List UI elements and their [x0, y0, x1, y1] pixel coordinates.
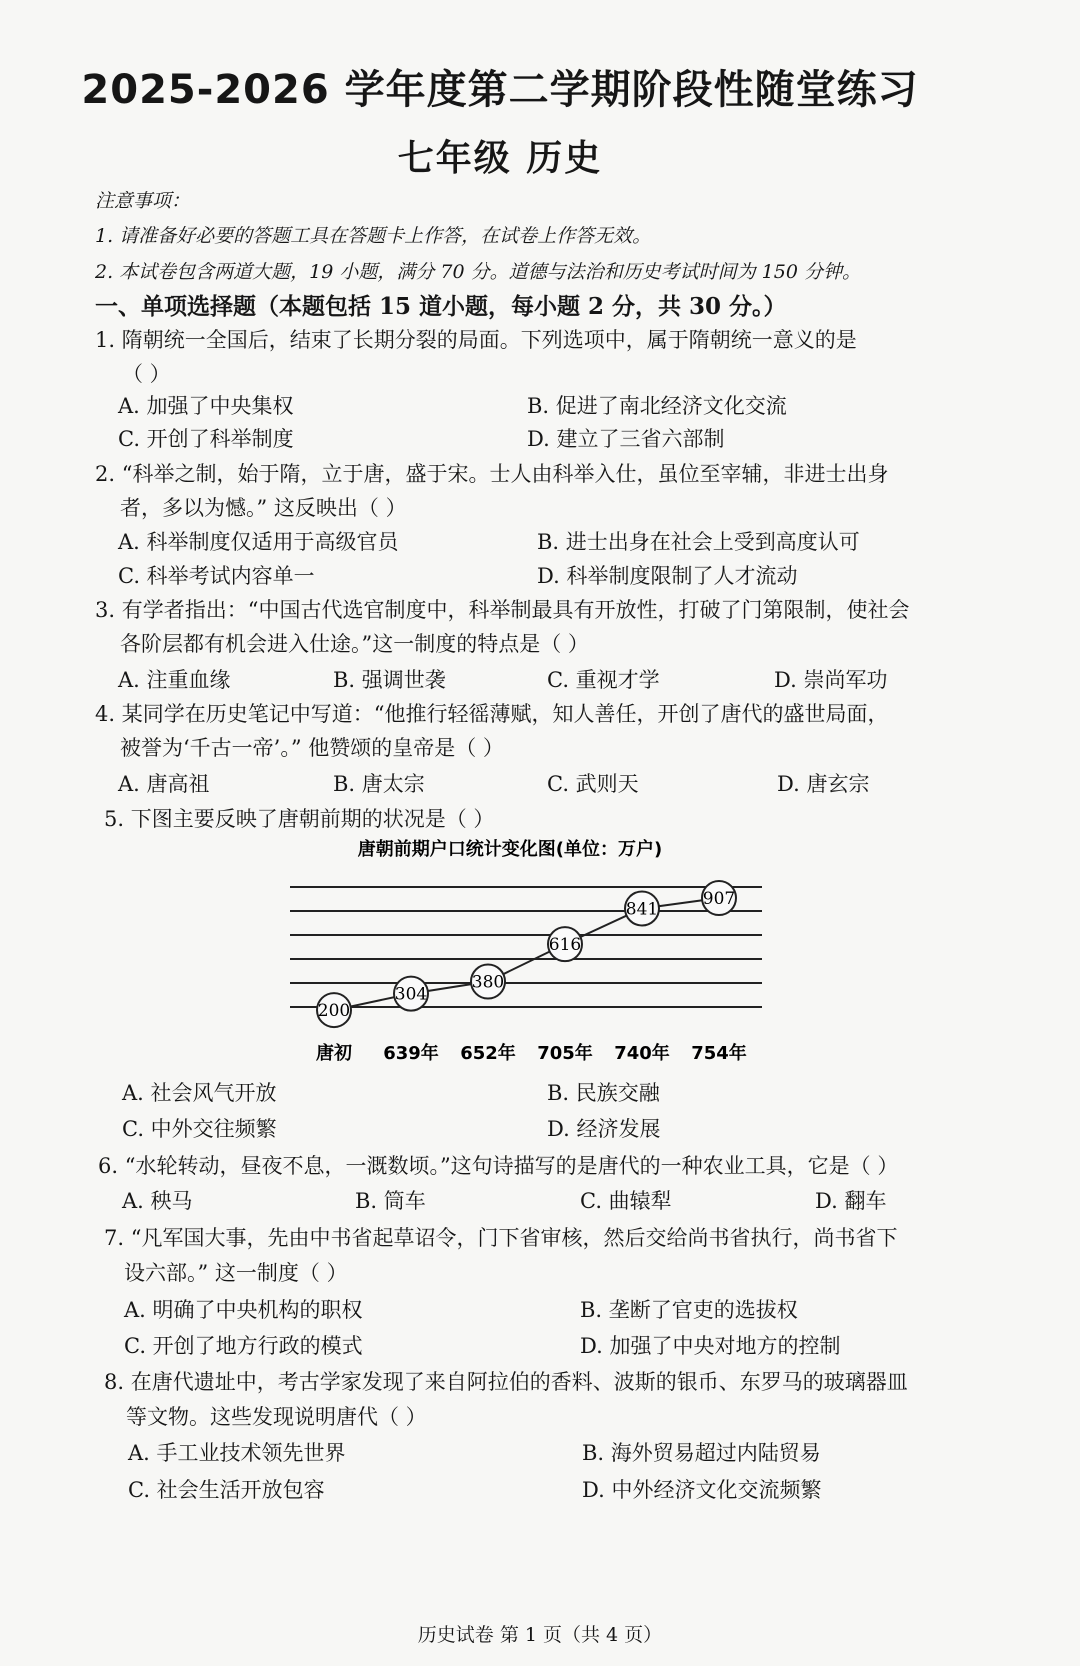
q4-option-a: A. 唐高祖	[118, 772, 210, 796]
q4-option-d: D. 唐玄宗	[777, 772, 870, 796]
question-8-line-2: 等文物。这些发现说明唐代（ ）	[126, 1405, 427, 1429]
question-5-line-1: 5. 下图主要反映了唐朝前期的状况是（ ）	[104, 807, 495, 831]
chart-data-label: 304	[394, 984, 428, 1005]
chart-data-label: 907	[702, 889, 736, 909]
question-4-line-2: 被誉为‘千古一帝’。” 他赞颂的皇帝是（ ）	[120, 736, 504, 760]
q6-option-a: A. 秧马	[122, 1189, 193, 1213]
q1-option-a: A. 加强了中央集权	[118, 394, 294, 418]
q3-option-b: B. 强调世袭	[333, 668, 446, 692]
q8-option-b: B. 海外贸易超过内陆贸易	[582, 1441, 821, 1465]
question-6-line-1: 6. “水轮转动，昼夜不息，一溉数顷。”这句诗描写的是唐代的一种农业工具，它是（ ）	[98, 1154, 899, 1178]
q6-option-c: C. 曲辕犁	[580, 1189, 672, 1213]
exam-title: 2025-2026 学年度第二学期阶段性随堂练习	[81, 67, 919, 113]
q7-option-b: B. 垄断了官吏的选拔权	[580, 1298, 798, 1322]
q6-option-d: D. 翻车	[815, 1189, 887, 1213]
q5-option-a: A. 社会风气开放	[122, 1081, 277, 1105]
chart-series-line	[334, 898, 719, 1010]
q6-option-b: B. 筒车	[355, 1189, 426, 1213]
chart-x-tick-label: 唐初	[316, 1043, 352, 1064]
chart-x-labels	[316, 1042, 747, 1064]
q5-option-d: D. 经济发展	[547, 1117, 661, 1141]
chart-x-tick-label: 652年	[460, 1043, 516, 1064]
q5-option-b: B. 民族交融	[547, 1081, 660, 1105]
notes-heading: 注意事项：	[95, 190, 191, 212]
q8-option-c: C. 社会生活开放包容	[128, 1478, 325, 1502]
chart-data-label: 841	[625, 899, 659, 920]
section-heading: 一、单项选择题（本题包括 15 道小题，每小题 2 分，共 30 分。）	[95, 293, 787, 320]
question-2-line-2: 者，多以为憾。” 这反映出（ ）	[120, 496, 407, 520]
chart-x-tick-label: 639年	[383, 1043, 439, 1064]
q7-option-d: D. 加强了中央对地方的控制	[580, 1334, 841, 1358]
q4-option-b: B. 唐太宗	[333, 772, 425, 796]
chart-x-tick-label: 740年	[614, 1043, 670, 1064]
chart-x-tick-label: 705年	[537, 1043, 593, 1064]
q2-option-c: C. 科举考试内容单一	[118, 564, 315, 588]
notes-line-1: 1. 请准备好必要的答题工具在答题卡上作答，在试卷上作答无效。	[95, 225, 652, 247]
q8-option-d: D. 中外经济文化交流频繁	[582, 1478, 822, 1502]
q3-option-c: C. 重视才学	[547, 668, 660, 692]
q3-option-d: D. 崇尚军功	[774, 668, 888, 692]
q2-option-b: B. 进士出身在社会上受到高度认可	[537, 530, 860, 554]
question-7-line-2: 设六部。” 这一制度（ ）	[124, 1261, 348, 1285]
page-footer: 历史试卷 第 1 页（共 4 页）	[417, 1624, 663, 1646]
q2-option-d: D. 科举制度限制了人才流动	[537, 564, 798, 588]
chart-data-label: 616	[548, 935, 582, 956]
question-7-line-1: 7. “凡军国大事，先由中书省起草诏令，门下省审核，然后交给尚书省执行，尚书省下	[104, 1226, 898, 1250]
chart-data-label: 200	[317, 1001, 351, 1022]
question-8-line-1: 8. 在唐代遗址中，考古学家发现了来自阿拉伯的香料、波斯的银币、东罗马的玻璃器皿	[104, 1370, 908, 1394]
q7-option-c: C. 开创了地方行政的模式	[124, 1334, 363, 1358]
exam-subtitle: 七年级 历史	[397, 138, 603, 179]
q3-option-a: A. 注重血缘	[118, 668, 231, 692]
chart-points	[317, 881, 736, 1027]
question-3-line-1: 3. 有学者指出：“中国古代选官制度中，科举制最具有开放性，打破了门第限制，使社会	[95, 598, 910, 622]
question-1-line-2: （ ）	[122, 362, 171, 386]
question-1-line-1: 1. 隋朝统一全国后，结束了长期分裂的局面。下列选项中，属于隋朝统一意义的是	[95, 328, 857, 352]
question-3-line-2: 各阶层都有机会进入仕途。”这一制度的特点是（ ）	[120, 632, 589, 656]
chart-gridlines	[290, 887, 762, 1007]
q1-option-b: B. 促进了南北经济文化交流	[527, 394, 787, 418]
q1-option-c: C. 开创了科举制度	[118, 427, 294, 451]
q2-option-a: A. 科举制度仅适用于高级官员	[118, 530, 399, 554]
q1-option-d: D. 建立了三省六部制	[527, 427, 725, 451]
chart-x-tick-label: 754年	[691, 1043, 747, 1064]
notes-line-2: 2. 本试卷包含两道大题，19 小题，满分 70 分。道德与法治和历史考试时间为 150 分钟。	[95, 261, 861, 283]
question-4-line-1: 4. 某同学在历史笔记中写道：“他推行轻徭薄赋，知人善任，开创了唐代的盛世局面，	[95, 702, 889, 726]
question-2-line-1: 2. “科举之制，始于隋，立于唐，盛于宋。士人由科举入仕，虽位至宰辅，非进士出身	[95, 462, 889, 486]
q5-option-c: C. 中外交往频繁	[122, 1117, 277, 1141]
q4-option-c: C. 武则天	[547, 772, 639, 796]
household-line-chart	[270, 839, 790, 1085]
chart-title: 唐朝前期户口统计变化图(单位：万户)	[357, 839, 663, 860]
chart-data-label: 380	[471, 972, 505, 993]
q8-option-a: A. 手工业技术领先世界	[128, 1441, 346, 1465]
q7-option-a: A. 明确了中央机构的职权	[124, 1298, 363, 1322]
